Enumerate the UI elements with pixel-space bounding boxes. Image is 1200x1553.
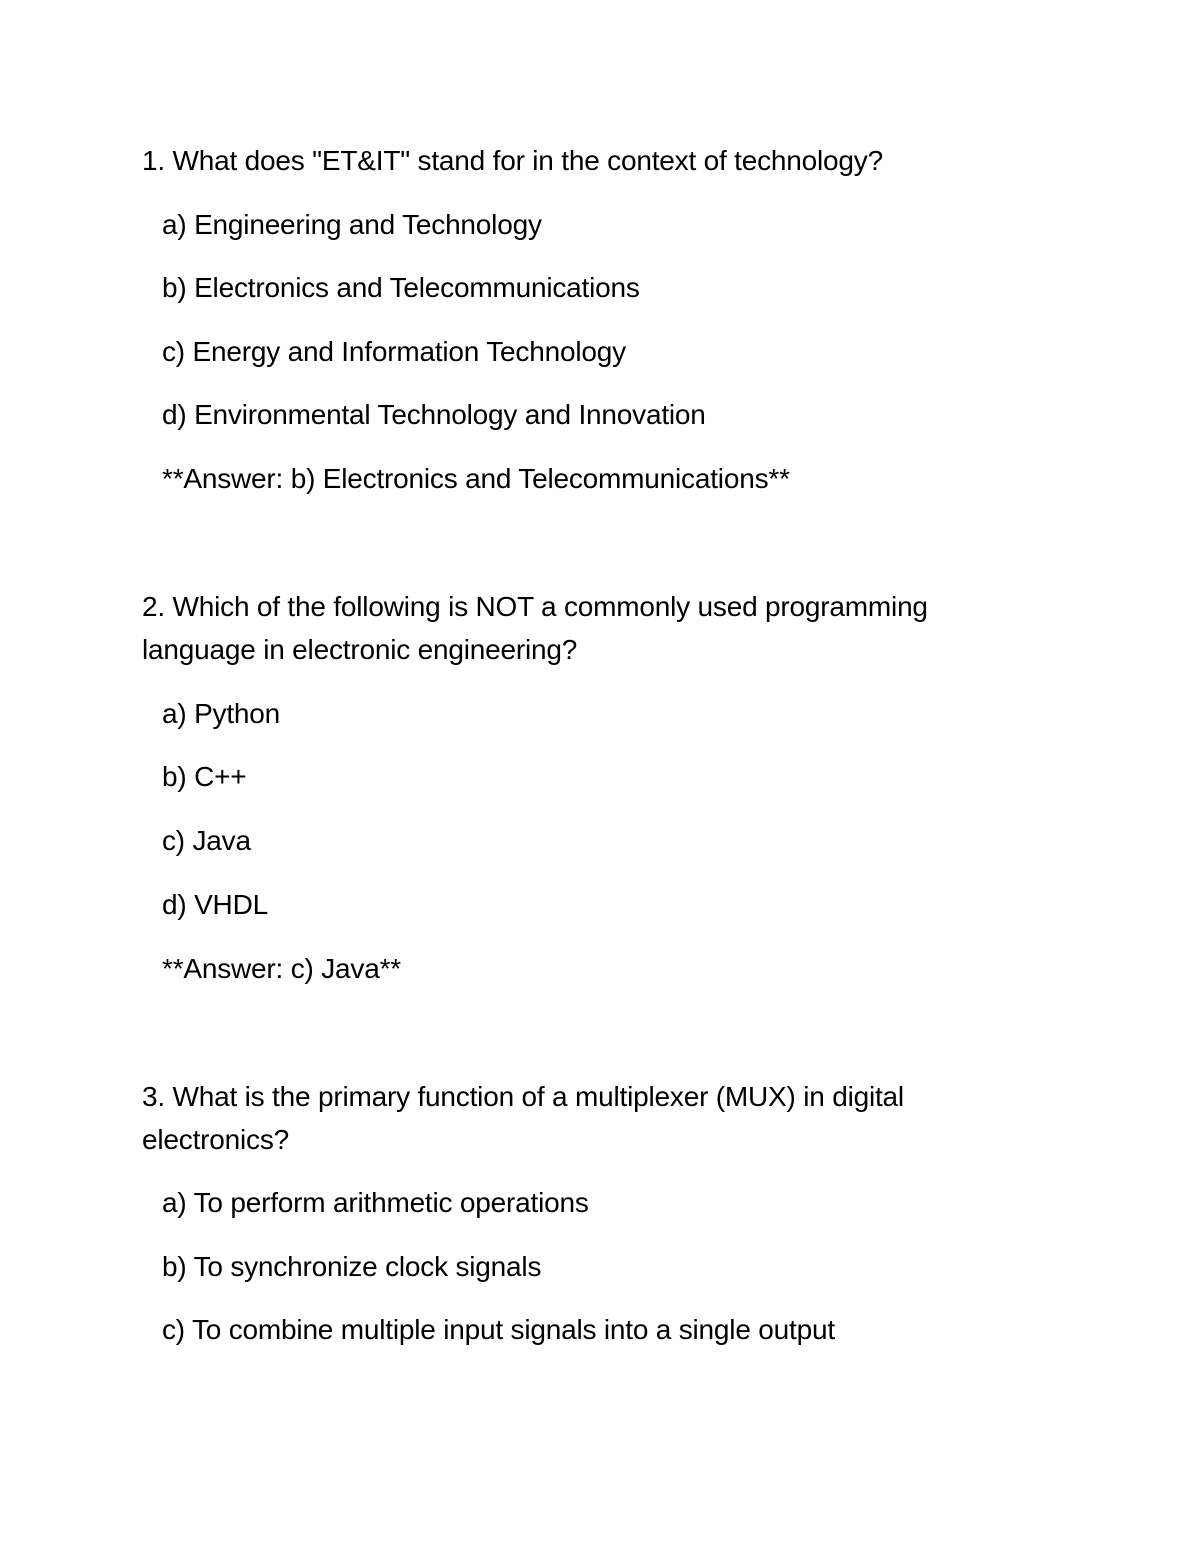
question-3-prompt-line-1: 3. What is the primary function of a multiplexer (MUX) in digital (142, 1081, 904, 1112)
question-2-option-a: a) Python (162, 698, 281, 729)
question-2-option-d: d) VHDL (162, 889, 268, 920)
question-1-option-a: a) Engineering and Technology (162, 209, 542, 240)
question-2-prompt-line-1: 2. Which of the following is NOT a commonly used programming (142, 591, 928, 622)
question-1-option-d: d) Environmental Technology and Innovation (162, 399, 706, 430)
question-3-option-c: c) To combine multiple input signals into a single output (162, 1314, 835, 1345)
question-2-prompt-line-2: language in electronic engineering? (142, 634, 578, 665)
question-1-answer: **Answer: b) Electronics and Telecommunications** (162, 463, 790, 494)
question-2-answer: **Answer: c) Java** (162, 953, 401, 984)
question-1-option-b: b) Electronics and Telecommunications (162, 272, 640, 303)
question-1-option-c: c) Energy and Information Technology (162, 336, 626, 367)
question-2-option-c: c) Java (162, 825, 251, 856)
question-2-option-b: b) C++ (162, 761, 247, 792)
question-1-prompt: 1. What does "ET&IT" stand for in the context of technology? (142, 145, 883, 176)
question-3-option-a: a) To perform arithmetic operations (162, 1187, 589, 1218)
question-3-prompt-line-2: electronics? (142, 1124, 290, 1155)
question-3-option-b: b) To synchronize clock signals (162, 1251, 542, 1282)
